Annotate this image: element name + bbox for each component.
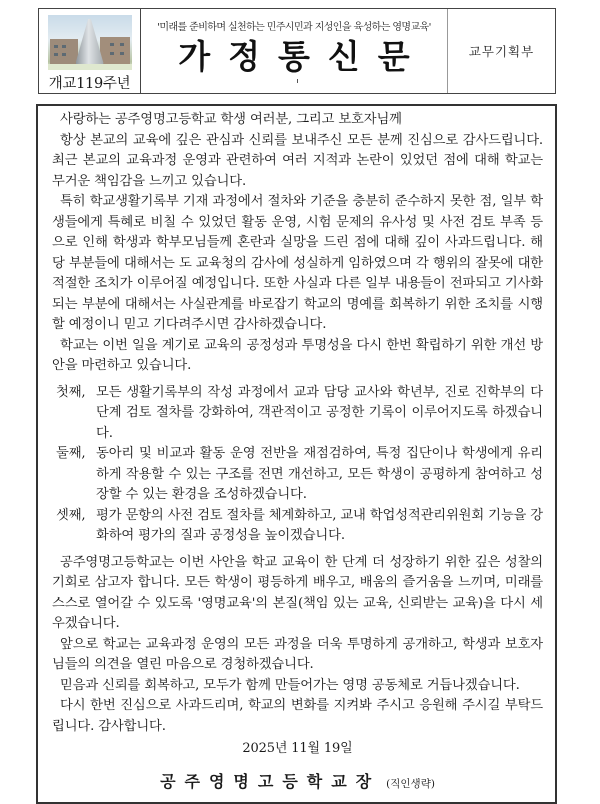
page-title: 가정통신문 [178,37,428,76]
department-label: 교무기획부 [468,44,535,59]
paragraph: 학교는 이번 일을 계기로 교육의 공정성과 투명성을 다시 한번 확립하기 위한 개선 방안을 마련하고 있습니다. [52,337,543,373]
measure-text: 모든 생활기록부의 작성 과정에서 교과 담당 교사와 학년부, 진로 진학부의 다단계 검토 절차를 강화하여, 객관적이고 공정한 기록이 이루어지도록 하겠습니다. [96,384,543,441]
measure-label: 첫째, [56,384,86,400]
measure-label: 셋째, [56,507,86,523]
paragraph: 공주영명고등학교는 이번 사안을 학교 교육이 한 단계 더 성장하기 위한 깊은 성찰의 기회로 삼고자 합니다. 모든 학생이 평등하게 배우고, 배움의 즐거움을 느끼며, 미래를 스스로 열어갈 수 있도록 '영명교육'의 본질(책임 있는 교육, 신뢰받는 교육)을 다시 세우겠습니다. [52,554,543,631]
measure-item-1 [52,383,543,445]
newsletter-header [38,8,556,94]
school-motto: '미래를 준비하며 실천하는 민주시민과 지성인을 육성하는 영명교육' [157,22,431,33]
signature-name: 공주영명고등학교장 [160,771,381,791]
logo-cell [39,9,141,93]
paragraph: 앞으로 학교는 교육과정 운영의 모든 과정을 더욱 투명하게 공개하고, 학생과 보호자님들의 의견을 열린 마음으로 경청하겠습니다. [52,636,543,672]
measure-item-2 [52,444,543,506]
salutation: 사랑하는 공주영명고등학교 학생 여러분, 그리고 보호자님께 [60,112,402,127]
letter-date: 2025년 11월 19일 [242,741,353,756]
paragraph: 다시 한번 진심으로 사과드리며, 학교의 변화를 지켜봐 주시고 응원해 주시길 부탁드립니다. 감사합니다. [52,698,543,734]
building-right [100,37,130,67]
measure-item-3 [52,506,543,547]
anniversary-label: 개교119주년 [48,76,131,92]
seal-note: (직인생략) [386,777,435,790]
signature [52,772,543,795]
measure-text: 동아리 및 비교과 활동 운영 전반을 재점검하여, 특정 집단이나 학생에게 유리하게 작용할 수 있는 구조를 전면 개선하고, 모든 학생이 공평하게 참여하고 성장할 수 있는 환경을 조성하겠습니다. [96,446,543,502]
school-logo-image [48,15,132,70]
measure-text: 평가 문항의 사전 검토 절차를 체계화하고, 교내 학업성적관리위원회 기능을 강화하여 평가의 질과 공정성을 높이겠습니다. [96,507,543,543]
title-cell [141,9,448,93]
paragraph: 항상 본교의 교육에 깊은 관심과 신뢰를 보내주신 모든 분께 진심으로 감사드립니다. 최근 본교의 교육과정 운영과 관련하여 여러 지적과 논란이 있었던 점에 대해 학교는 무거운 책임감을 느끼고 있습니다. [52,132,543,189]
paragraph: 특히 학교생활기록부 기재 과정에서 절차와 기준을 충분히 준수하지 못한 점, 일부 학생들에게 특혜로 비칠 수 있었던 활동 운영, 시험 문제의 유사성 및 사전 검토 부족 등으로 인해 학생과 학부모님들께 혼란과 실망을 드린 점에 대해 깊이 사과드립니다. 해당 부분들에 대해서는 도 교육청의 감사에 성실하게 임하였으며 각 행위의 잘못에 대한 적절한 조치가 이루어질 예정입니다. 또한 사실과 다른 일부 내용들이 전파되고 기사화되는 부분에 대해서는 사실관계를 바로잡기 학교의 명예를 회복하기 위한 조치를 시행할 예정이니 믿고 기다려주시면 감사하겠습니다. [52,194,543,332]
paragraph: 믿음과 신뢰를 회복하고, 모두가 함께 만들어가는 영명 공동체로 거듭나겠습니다. [60,677,520,693]
letter-body [36,104,557,804]
measure-label: 둘째, [56,446,86,461]
